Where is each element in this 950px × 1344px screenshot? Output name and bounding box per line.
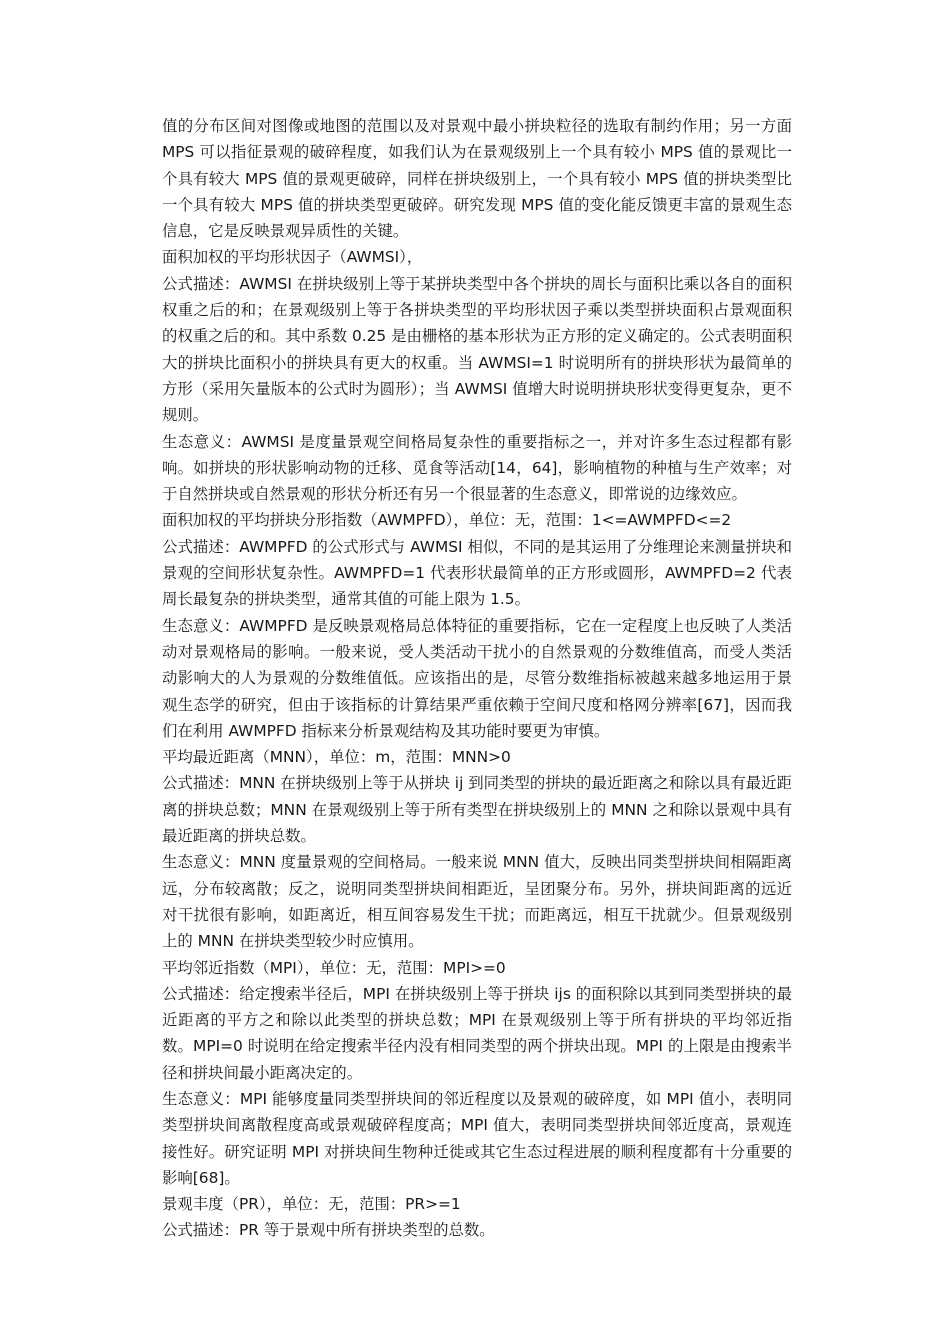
heading-awmpfd: 面积加权的平均拼块分形指数（AWMPFD），单位：无，范围：1<=AWMPFD<=2 (162, 511, 732, 530)
heading-awmsi: 面积加权的平均形状因子（AWMSI）， (162, 248, 423, 267)
heading-mnn: 平均最近距离（MNN），单位：m，范围：MNN>0 (162, 748, 511, 767)
paragraph-awmpfd-formula: 公式描述：AWMPFD 的公式形式与 AWMSI 相似，不同的是其运用了分维理论来测量拼块和景观的空间形状复杂性。AWMPFD=1 代表形状最简单的正方形或圆形，AWMPFD=2 代表周长最复杂的拼块类型，通常其值的可能上限为 1.5。 (162, 537, 792, 609)
paragraph-mnn-ecology: 生态意义：MNN 度量景观的空间格局。一般来说 MNN 值大，反映出同类型拼块间相隔距离远，分布较离散；反之，说明同类型拼块间相距近，呈团聚分布。另外，拼块间距离的远近对干扰很有影响，如距离近，相互间容易发生干扰；而距离远，相互干扰就少。但景观级别上的 MNN 在拼块类型较少时应慎用。 (162, 853, 792, 951)
heading-mpi: 平均邻近指数（MPI），单位：无，范围：MPI>=0 (162, 958, 506, 977)
paragraph-mpi-ecology: 生态意义：MPI 能够度量同类型拼块间的邻近程度以及景观的破碎度，如 MPI 值小，表明同类型拼块间离散程度高或景观破碎程度高；MPI 值大，表明同类型拼块间邻近度高，景观连接性好。研究证明 MPI 对拼块间生物种迁徙或其它生态过程进展的顺利程度都有十分重要的影响[68]。 (162, 1089, 792, 1187)
paragraph-awmsi-ecology: 生态意义：AWMSI 是度量景观空间格局复杂性的重要指标之一，并对许多生态过程都有影响。如拼块的形状影响动物的迁移、觅食等活动[14，64]，影响植物的种植与生产效率；对于自然拼块或自然景观的形状分析还有另一个很显著的生态意义，即常说的边缘效应。 (162, 432, 792, 504)
document-body (162, 113, 792, 1244)
heading-pr: 景观丰度（PR），单位：无，范围：PR>=1 (162, 1195, 461, 1214)
paragraph-awmpfd-ecology: 生态意义：AWMPFD 是反映景观格局总体特征的重要指标，它在一定程度上也反映了人类活动对景观格局的影响。一般来说，受人类活动干扰小的自然景观的分数维值高，而受人类活动影响大的人为景观的分数维值低。应该指出的是，尽管分数维指标被越来越多地运用于景观生态学的研究，但由于该指标的计算结果严重依赖于空间尺度和格网分辨率[67]，因而我们在利用 AWMPFD 指标来分析景观结构及其功能时要更为审慎。 (162, 616, 792, 740)
paragraph-mnn-formula: 公式描述：MNN 在拼块级别上等于从拼块 ij 到同类型的拼块的最近距离之和除以具有最近距离的拼块总数；MNN 在景观级别上等于所有类型在拼块级别上的 MNN 之和除以景观中具有最近距离的拼块总数。 (162, 774, 792, 846)
paragraph-pr-formula: 公式描述：PR 等于景观中所有拼块类型的总数。 (162, 1221, 495, 1240)
paragraph-awmsi-formula: 公式描述：AWMSI 在拼块级别上等于某拼块类型中各个拼块的周长与面积比乘以各自的面积权重之后的和；在景观级别上等于各拼块类型的平均形状因子乘以类型拼块面积占景观面积的权重之后的和。其中系数 0.25 是由栅格的基本形状为正方形的定义确定的。公式表明面积大的拼块比面积小的拼块具有更大的权重。当 AWMSI=1 时说明所有的拼块形状为最简单的方形（采用矢量版本的公式时为圆形）；当 AWMSI 值增大时说明拼块形状变得更复杂，更不规则。 (162, 274, 792, 425)
paragraph-mps-continuation: 值的分布区间对图像或地图的范围以及对景观中最小拼块粒径的选取有制约作用；另一方面 MPS 可以指征景观的破碎程度，如我们认为在景观级别上一个具有较小 MPS 值的景观比一个具有较大 MPS 值的景观更破碎，同样在拼块级别上，一个具有较小 MPS 值的拼块类型比一个具有较大 MPS 值的拼块类型更破碎。研究发现 MPS 值的变化能反馈更丰富的景观生态信息，它是反映景观异质性的关键。 (162, 117, 792, 241)
paragraph-mpi-formula: 公式描述：给定搜索半径后，MPI 在拼块级别上等于拼块 ijs 的面积除以其到同类型拼块的最近距离的平方之和除以此类型的拼块总数；MPI 在景观级别上等于所有拼块的平均邻近指数。MPI=0 时说明在给定搜索半径内没有相同类型的两个拼块出现。MPI 的上限是由搜索半径和拼块间最小距离决定的。 (162, 984, 792, 1082)
